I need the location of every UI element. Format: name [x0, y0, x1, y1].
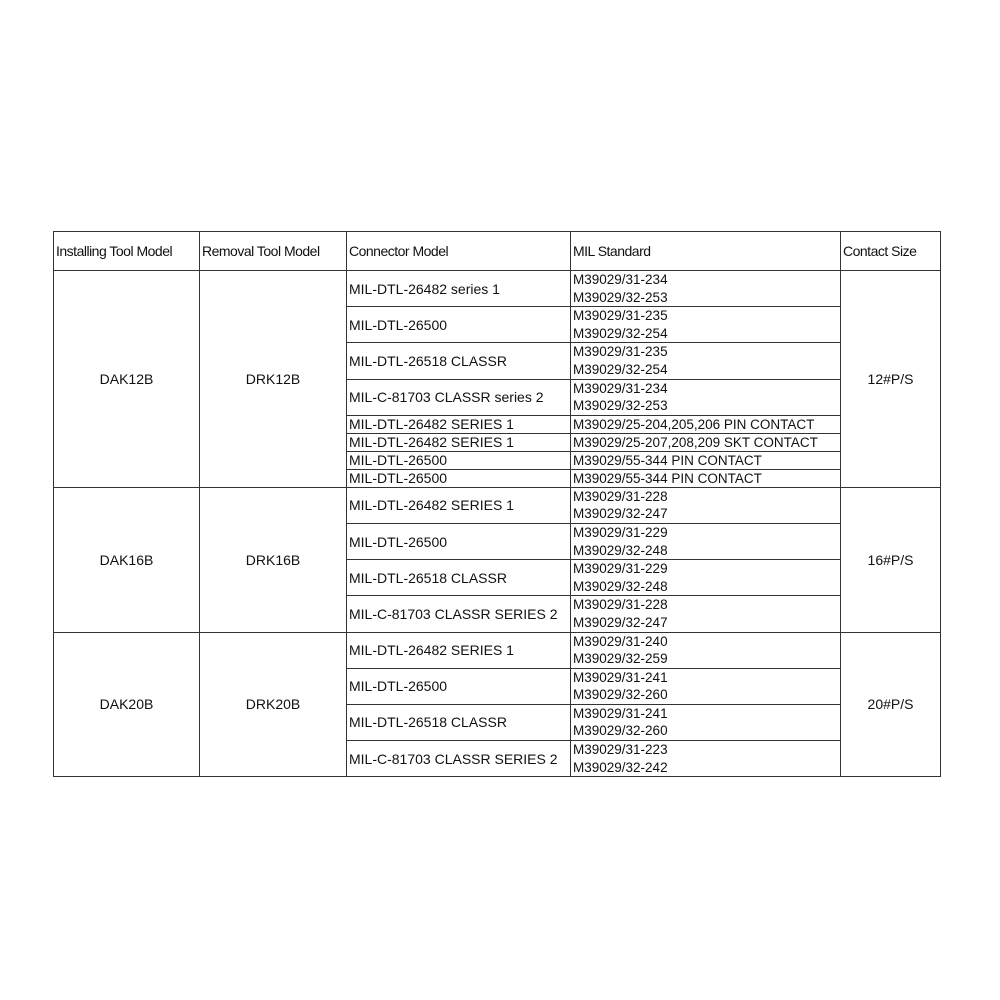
mil-standard-cell — [571, 668, 841, 704]
contact-size-cell: 20#P/S — [841, 632, 941, 777]
connector-model-cell: MIL-DTL-26500 — [347, 523, 571, 559]
connector-model-cell: MIL-DTL-26500 — [347, 451, 571, 469]
mil-standard-cell — [571, 379, 841, 415]
connector-model-cell: MIL-DTL-26518 CLASSR — [347, 343, 571, 379]
contact-size-cell: 16#P/S — [841, 487, 941, 632]
mil-standard-line: M39029/31-229 — [573, 524, 668, 540]
mil-standard-cell — [571, 632, 841, 668]
header-contact-size: Contact Size — [841, 232, 941, 271]
mil-standard-line: M39029/32-248 — [573, 542, 668, 558]
mil-standard-line: M39029/31-229 — [573, 561, 668, 577]
mil-standard-line: M39029/25-207,208,209 SKT CONTACT — [573, 434, 818, 450]
mil-standard-cell — [571, 343, 841, 379]
mil-standard-line: M39029/32-253 — [573, 289, 668, 305]
header-mil-standard: MIL Standard — [571, 232, 841, 271]
connector-model-cell: MIL-DTL-26482 series 1 — [347, 271, 571, 307]
connector-model-cell: MIL-DTL-26518 CLASSR — [347, 560, 571, 596]
mil-standard-cell — [571, 741, 841, 777]
mil-standard-line: M39029/31-235 — [573, 308, 668, 324]
mil-standard-line: M39029/32-254 — [573, 361, 668, 377]
installing-tool-cell: DAK12B — [54, 271, 200, 488]
connector-model-cell: MIL-DTL-26482 SERIES 1 — [347, 487, 571, 523]
mil-standard-line: M39029/31-234 — [573, 272, 668, 287]
header-connector-model: Connector Model — [347, 232, 571, 271]
connector-model-cell: MIL-C-81703 CLASSR series 2 — [347, 379, 571, 415]
mil-standard-cell — [571, 596, 841, 632]
mil-standard-line: M39029/32-260 — [573, 723, 668, 739]
mil-standard-line: M39029/31-228 — [573, 488, 668, 504]
connector-model-cell: MIL-DTL-26518 CLASSR — [347, 704, 571, 740]
mil-standard-cell — [571, 560, 841, 596]
mil-standard-line: M39029/55-344 PIN CONTACT — [573, 470, 762, 486]
mil-standard-cell — [571, 451, 841, 469]
removal-tool-cell: DRK16B — [200, 487, 347, 632]
table-row — [54, 271, 941, 307]
connector-model-cell: MIL-C-81703 CLASSR SERIES 2 — [347, 596, 571, 632]
mil-standard-line: M39029/32-253 — [573, 398, 668, 414]
connector-model-cell: MIL-DTL-26500 — [347, 668, 571, 704]
mil-standard-line: M39029/31-241 — [573, 705, 668, 721]
mil-standard-cell — [571, 704, 841, 740]
mil-standard-line: M39029/31-234 — [573, 380, 668, 396]
header-installing-tool: Installing Tool Model — [54, 232, 200, 271]
table-body — [54, 271, 941, 777]
mil-standard-line: M39029/32-254 — [573, 325, 668, 341]
removal-tool-cell: DRK12B — [200, 271, 347, 488]
table-row — [54, 632, 941, 668]
installing-tool-cell: DAK20B — [54, 632, 200, 777]
mil-standard-cell — [571, 307, 841, 343]
header-row — [54, 232, 941, 271]
mil-standard-line: M39029/25-204,205,206 PIN CONTACT — [573, 416, 815, 432]
mil-standard-cell — [571, 415, 841, 433]
mil-standard-cell — [571, 271, 841, 307]
mil-standard-line: M39029/32-242 — [573, 759, 668, 775]
mil-standard-line: M39029/55-344 PIN CONTACT — [573, 452, 762, 468]
connector-model-cell: MIL-DTL-26482 SERIES 1 — [347, 433, 571, 451]
mil-standard-line: M39029/31-228 — [573, 597, 668, 613]
removal-tool-cell: DRK20B — [200, 632, 347, 777]
connector-model-cell: MIL-DTL-26482 SERIES 1 — [347, 415, 571, 433]
mil-standard-line: M39029/32-248 — [573, 578, 668, 594]
connector-model-cell: MIL-DTL-26500 — [347, 307, 571, 343]
mil-standard-line: M39029/31-240 — [573, 633, 668, 649]
mil-standard-cell — [571, 487, 841, 523]
mil-standard-line: M39029/31-241 — [573, 669, 668, 685]
mil-standard-line: M39029/32-247 — [573, 614, 668, 630]
tool-spec-table — [53, 231, 941, 777]
mil-standard-cell — [571, 469, 841, 487]
header-removal-tool: Removal Tool Model — [200, 232, 347, 271]
mil-standard-line: M39029/32-247 — [573, 506, 668, 522]
mil-standard-cell — [571, 523, 841, 559]
contact-size-cell: 12#P/S — [841, 271, 941, 488]
mil-standard-line: M39029/31-223 — [573, 742, 668, 758]
connector-model-cell: MIL-C-81703 CLASSR SERIES 2 — [347, 741, 571, 777]
mil-standard-line: M39029/32-260 — [573, 687, 668, 703]
mil-standard-line: M39029/31-235 — [573, 344, 668, 360]
installing-tool-cell: DAK16B — [54, 487, 200, 632]
mil-standard-line: M39029/32-259 — [573, 651, 668, 667]
mil-standard-cell — [571, 433, 841, 451]
connector-model-cell: MIL-DTL-26500 — [347, 469, 571, 487]
connector-model-cell: MIL-DTL-26482 SERIES 1 — [347, 632, 571, 668]
table-row — [54, 487, 941, 523]
